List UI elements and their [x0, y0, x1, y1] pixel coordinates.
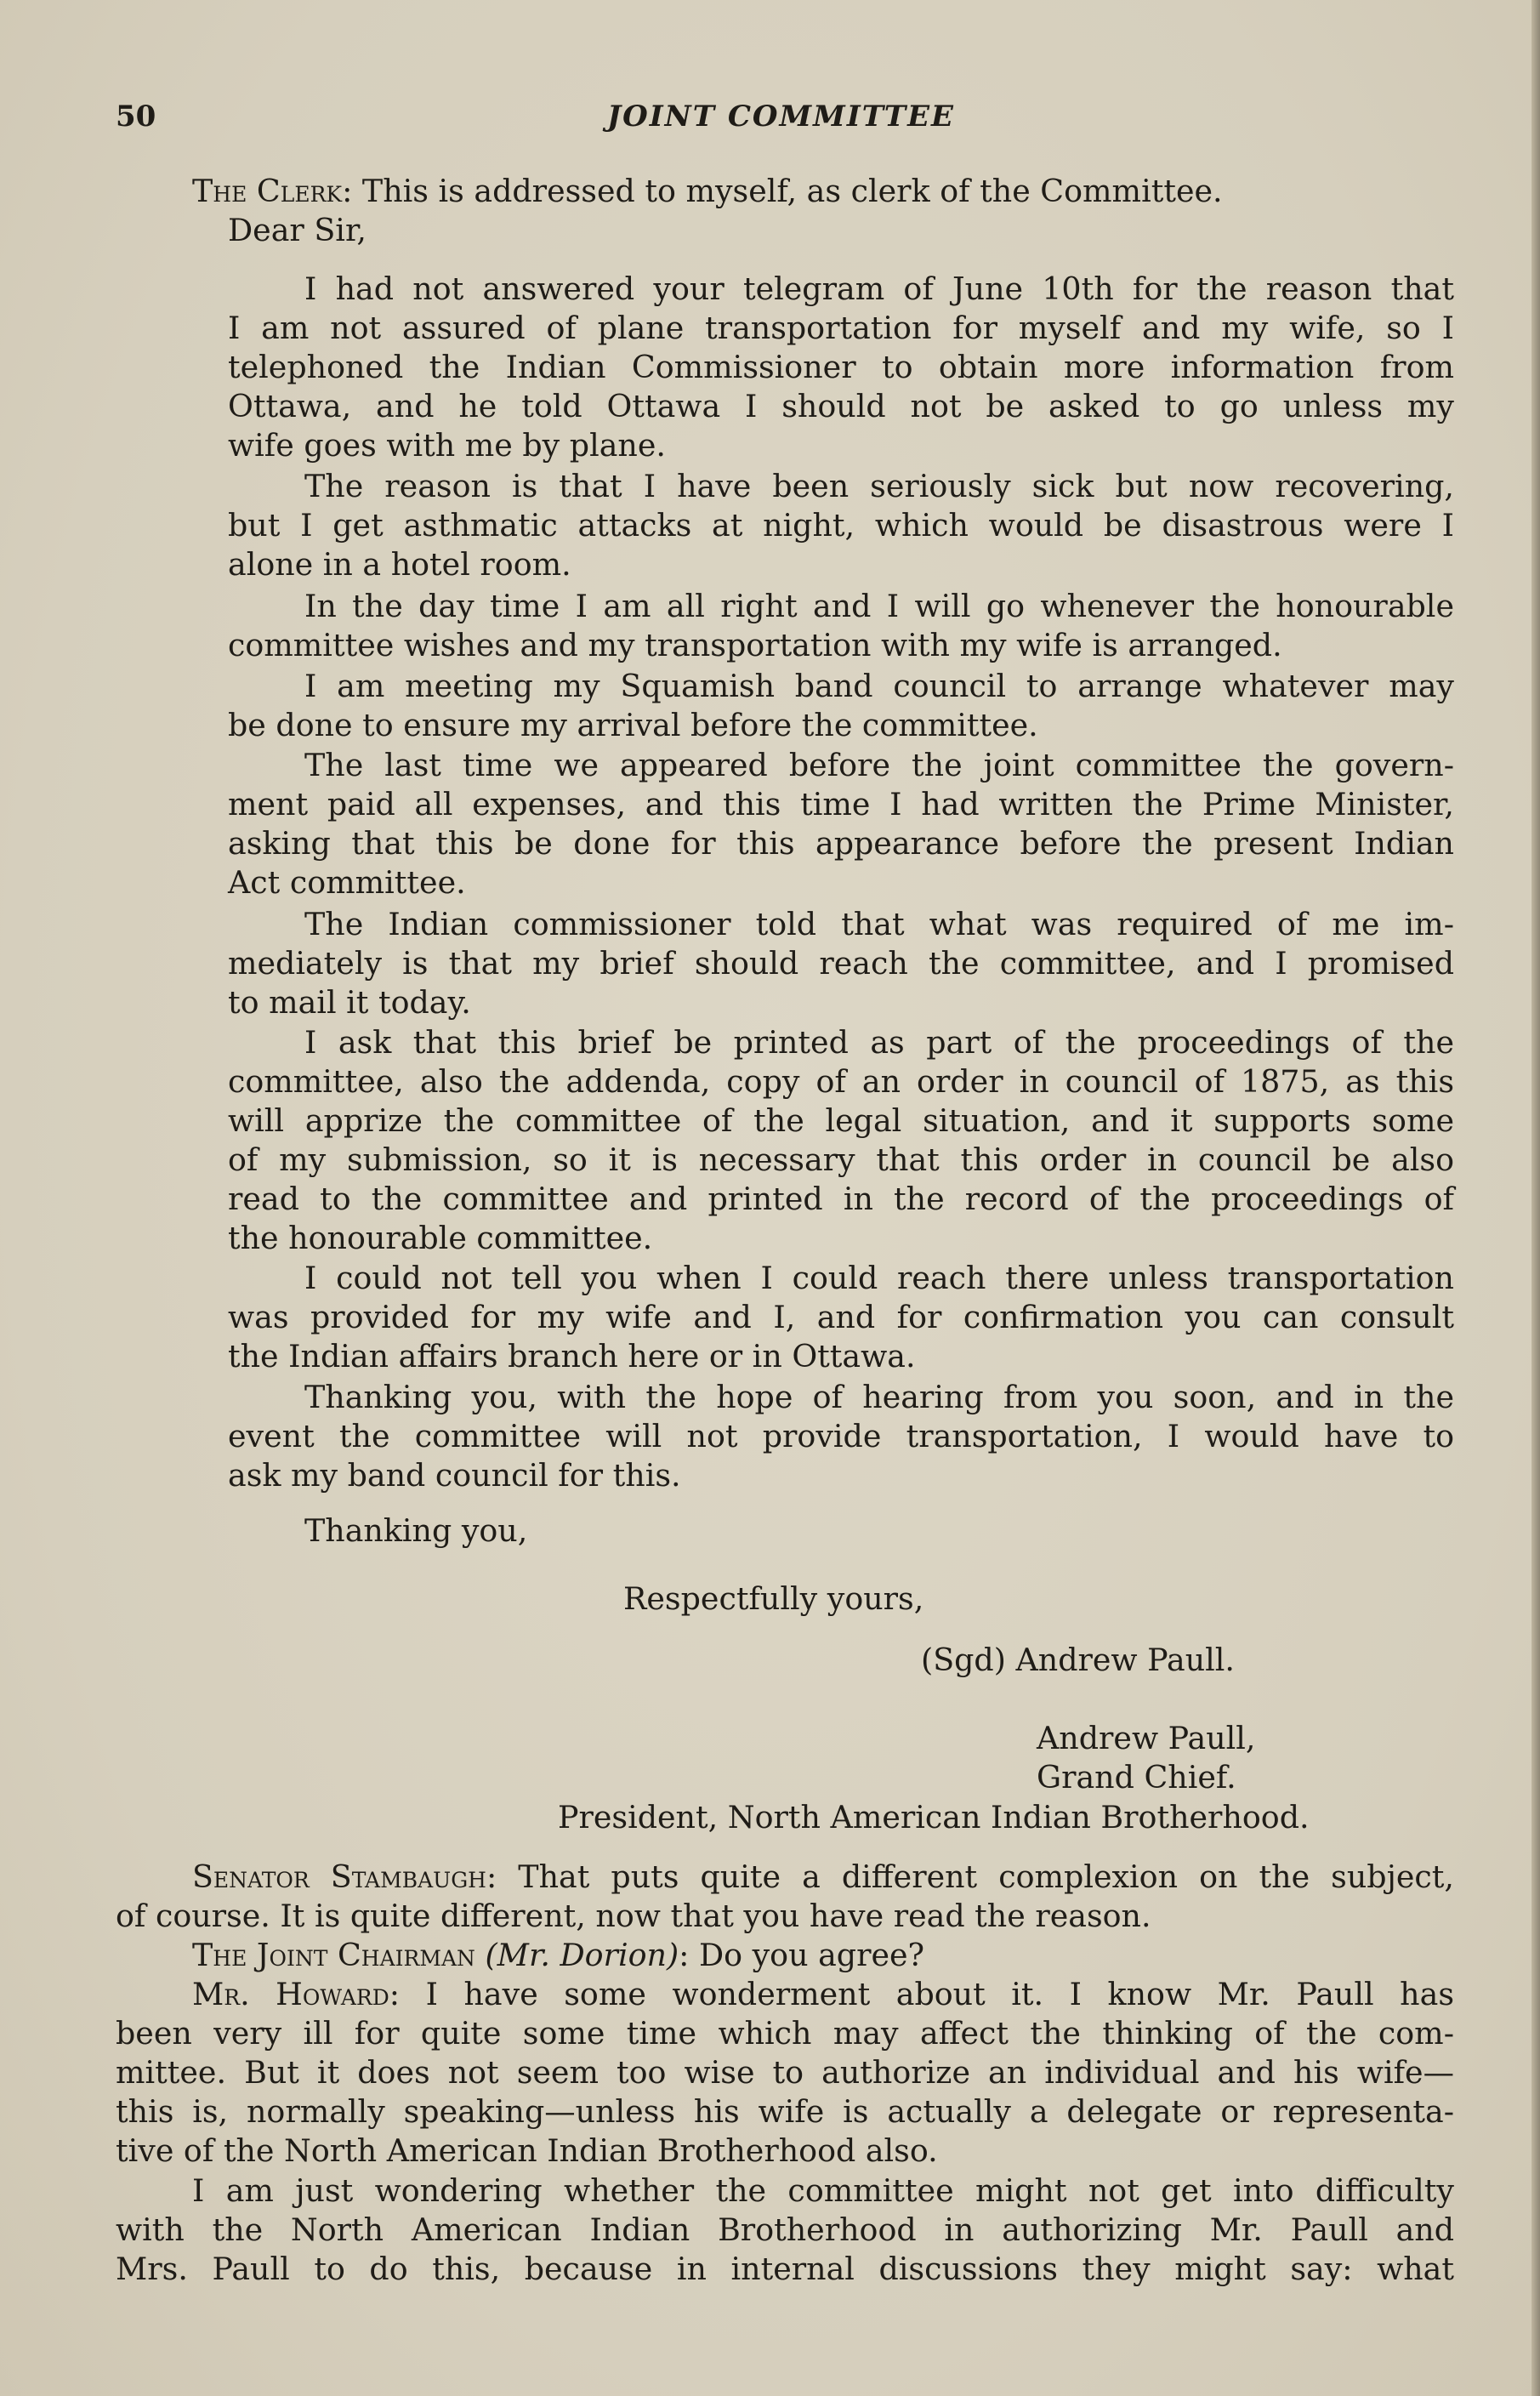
letter-line: I am meeting my Squamish band council to arrange whatever may: [304, 668, 1454, 704]
speaker-name: The Clerk: [192, 173, 343, 209]
speaker-line: [192, 1858, 1454, 1897]
page-header: [116, 95, 1446, 138]
signatory-organization: President, North American Indian Brotherhood.: [558, 1799, 1310, 1835]
transcript-line: of course. It is quite different, now that you have read the reason.: [116, 1898, 1151, 1934]
signatory-name: Andrew Paull,: [1037, 1720, 1256, 1756]
letter-line: will apprize the committee of the legal situation, and it supports some: [228, 1102, 1454, 1139]
letter-line: the honourable committee.: [228, 1220, 653, 1256]
letter-line: Thanking you, with the hope of hearing from you soon, and in the: [304, 1379, 1454, 1415]
transcript-line: with the North American Indian Brotherhood in authorizing Mr. Paull and: [116, 2211, 1454, 2248]
letter-line: The Indian commissioner told that what was required of me im-: [304, 906, 1454, 942]
transcript-line: I am just wondering whether the committee might not get into difficulty: [192, 2172, 1454, 2209]
letter-line: ask my band council for this.: [228, 1457, 681, 1494]
letter-line: was provided for my wife and I, and for confirmation you can consult: [228, 1299, 1454, 1335]
speaker-aside: (Mr. Dorion): [485, 1937, 679, 1973]
letter-line: I had not answered your telegram of June 10th for the reason that: [304, 270, 1454, 307]
letter-line: Act committee.: [228, 864, 466, 901]
line-text: : Do you agree?: [679, 1937, 925, 1973]
transcript-line: this is, normally speaking—unless his wife is actually a delegate or representa-: [116, 2093, 1454, 2130]
salutation: Dear Sir,: [228, 212, 367, 248]
letter-line: I am not assured of plane transportation for myself and my wife, so I: [228, 310, 1454, 346]
page-edge: [1531, 0, 1540, 2396]
line-text: : That puts quite a different complexion on the subject,: [486, 1858, 1454, 1895]
speaker-line: [192, 1975, 1454, 2014]
transcript-line: mittee. But it does not seem too wise to authorize an individual and his wife—: [116, 2054, 1454, 2091]
transcript-line: tive of the North American Indian Brotherhood also.: [116, 2132, 938, 2169]
letter-line: of my submission, so it is necessary that this order in council be also: [228, 1141, 1454, 1178]
transcript-line: been very ill for quite some time which may affect the thinking of the com-: [116, 2015, 1454, 2052]
line-text: : I have some wonderment about it. I know Mr. Paull has: [389, 1976, 1454, 2012]
letter-line: alone in a hotel room.: [228, 546, 571, 583]
letter-line: committee, also the addenda, copy of an order in council of 1875, as this: [228, 1063, 1454, 1100]
speaker-name: Mr. Howard: [192, 1976, 389, 2012]
closing-line: Respectfully yours,: [623, 1580, 924, 1617]
speaker-line: [192, 172, 1223, 211]
letter-line: asking that this be done for this appearance before the present Indian: [228, 825, 1454, 862]
letter-line: be done to ensure my arrival before the committee.: [228, 707, 1038, 743]
letter-line: ment paid all expenses, and this time I had written the Prime Minister,: [228, 786, 1454, 822]
letter-line: wife goes with me by plane.: [228, 427, 666, 464]
letter-line: the Indian affairs branch here or in Ottawa.: [228, 1338, 916, 1374]
line-text: : This is addressed to myself, as clerk of the Committee.: [342, 173, 1223, 209]
closing-line: Thanking you,: [304, 1512, 528, 1549]
speaker-line: [192, 1936, 924, 1975]
transcript-line: Mrs. Paull to do this, because in internal discussions they might say: what: [116, 2251, 1454, 2287]
letter-line: read to the committee and printed in the record of the proceedings of: [228, 1181, 1454, 1217]
signatory-title: Grand Chief.: [1037, 1759, 1236, 1796]
letter-line: committee wishes and my transportation with my wife is arranged.: [228, 627, 1282, 663]
signature-line: (Sgd) Andrew Paull.: [921, 1642, 1235, 1678]
running-head: JOINT COMMITTEE: [607, 100, 955, 134]
letter-line: Ottawa, and he told Ottawa I should not be asked to go unless my: [228, 388, 1454, 424]
letter-line: I could not tell you when I could reach there unless transportation: [304, 1260, 1454, 1296]
speaker-name: The Joint Chairman: [192, 1937, 475, 1973]
letter-line: I ask that this brief be printed as part of the proceedings of the: [304, 1024, 1454, 1061]
letter-line: In the day time I am all right and I will go whenever the honourable: [304, 588, 1454, 624]
letter-line: The last time we appeared before the joint committee the govern-: [304, 747, 1454, 783]
letter-line: mediately is that my brief should reach the committee, and I promised: [228, 945, 1454, 982]
page-number: 50: [116, 100, 156, 134]
letter-line: The reason is that I have been seriously sick but now recovering,: [304, 468, 1454, 504]
letter-line: but I get asthmatic attacks at night, which would be disastrous were I: [228, 507, 1454, 544]
speaker-name: Senator Stambaugh: [192, 1858, 486, 1895]
letter-line: event the committee will not provide transportation, I would have to: [228, 1418, 1454, 1454]
letter-line: to mail it today.: [228, 984, 471, 1021]
letter-line: telephoned the Indian Commissioner to obtain more information from: [228, 349, 1454, 385]
